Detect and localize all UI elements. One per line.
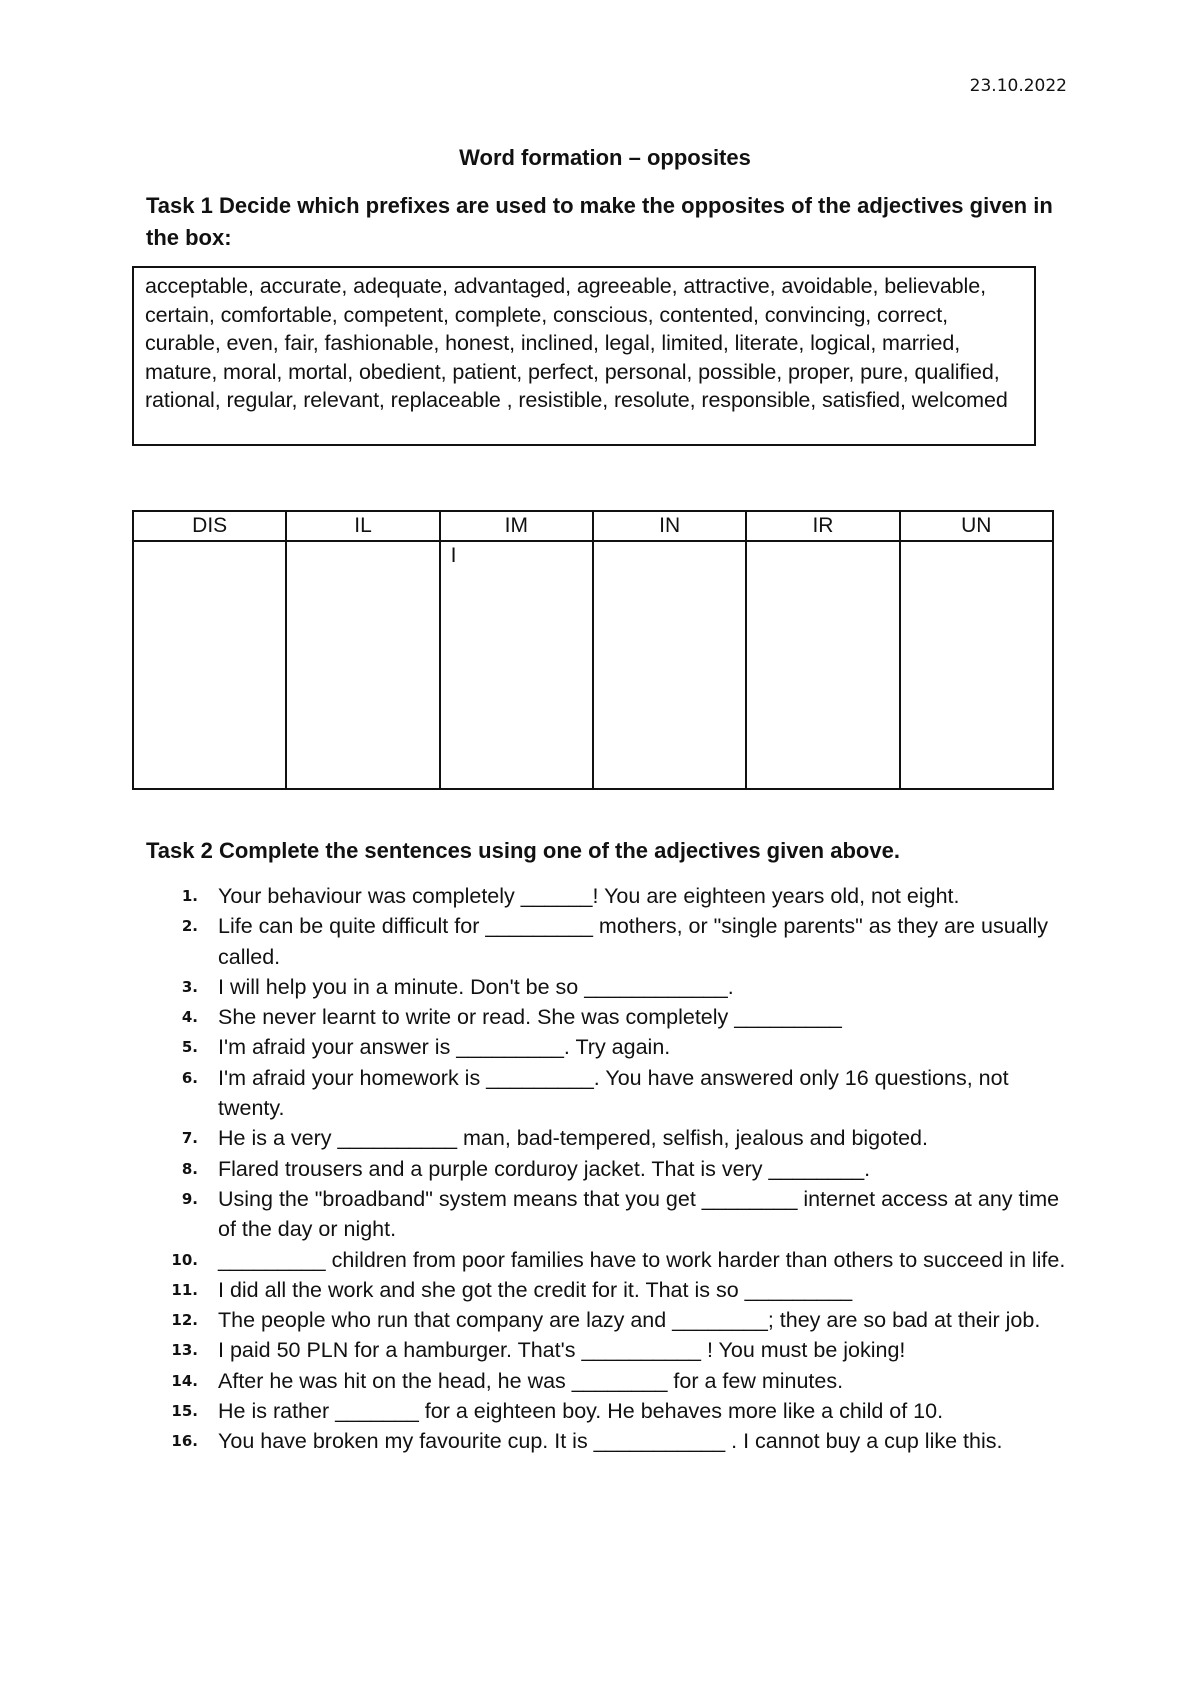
item-number: 10. [171, 1250, 198, 1269]
item-number: 9. [181, 1189, 198, 1208]
item-number: 11. [171, 1280, 198, 1299]
sentence-text: Using the "broadband" system means that you get ________ internet access at any time of the day or night. [218, 1186, 1060, 1242]
item-number: 8. [181, 1159, 198, 1178]
list-item [160, 1275, 1080, 1305]
document-date: 23.10.2022 [969, 76, 1067, 96]
list-item [160, 1063, 1080, 1124]
prefix-header-in: IN [593, 511, 746, 541]
item-number: 16. [171, 1432, 198, 1451]
list-item [160, 1366, 1080, 1396]
prefix-header-dis: DIS [133, 511, 286, 541]
sentence-text: I did all the work and she got the credit for it. That is so _________ [218, 1277, 853, 1302]
text-cursor-mark: I [450, 544, 457, 567]
item-number: 6. [181, 1068, 198, 1087]
prefix-cell-il[interactable] [286, 541, 439, 789]
sentence-text: The people who run that company are lazy and ________; they are so bad at their job. [218, 1308, 1041, 1333]
list-item [160, 972, 1080, 1002]
item-number: 5. [181, 1038, 198, 1057]
list-item [160, 1184, 1080, 1245]
item-number: 3. [181, 977, 198, 996]
list-item [160, 1245, 1080, 1275]
item-number: 1. [181, 887, 198, 905]
item-number: 12. [171, 1311, 198, 1330]
prefix-header-im: IM [440, 511, 593, 541]
sentence-text: I'm afraid your answer is _________. Try again. [218, 1035, 671, 1060]
task1-instruction: Task 1 Decide which prefixes are used to make the opposites of the adjectives given in the box: [146, 193, 1053, 250]
prefix-cell-un[interactable] [900, 541, 1053, 789]
sentence-list [160, 881, 1080, 1457]
item-number: 15. [171, 1402, 198, 1421]
list-item [160, 1335, 1080, 1365]
prefix-header-ir: IR [746, 511, 899, 541]
item-number: 13. [171, 1341, 198, 1360]
list-item [160, 1032, 1080, 1062]
item-number: 2. [181, 917, 198, 936]
list-item [160, 1305, 1080, 1335]
adjective-word-box: acceptable, accurate, adequate, advantaged, agreeable, attractive, avoidable, believable, certain, comfortable, competent, complete, conscious, contented, convincing, correct, curable, even, fair, fashionable, honest, inclined, legal, limited, literate, logical, married, mature, moral, mortal, obedient, patient, perfect, personal, possible, proper, pure, qualified, rational, regular, relevant, replaceable , resistible, resolute, responsible, satisfied, welcomed [132, 266, 1036, 446]
item-number: 14. [171, 1371, 198, 1390]
item-number: 4. [181, 1008, 198, 1027]
prefix-header-il: IL [286, 511, 439, 541]
task2-instruction: Task 2 Complete the sentences using one of the adjectives given above. [146, 838, 900, 863]
sentence-text: I'm afraid your homework is _________. You have answered only 16 questions, not twenty. [218, 1065, 1009, 1121]
prefix-answer-row [133, 541, 1053, 789]
prefix-header-un: UN [900, 511, 1053, 541]
prefix-cell-dis[interactable] [133, 541, 286, 789]
sentence-text: I paid 50 PLN for a hamburger. That's __________ ! You must be joking! [218, 1338, 906, 1363]
page-title: Word formation – opposites [459, 145, 751, 170]
prefix-cell-im[interactable] [440, 541, 593, 789]
item-number: 7. [181, 1129, 198, 1148]
sentence-text: Your behaviour was completely ______! You are eighteen years old, not eight. [218, 884, 960, 908]
sentence-text: I will help you in a minute. Don't be so ____________. [218, 974, 734, 999]
sentence-text: Flared trousers and a purple corduroy jacket. That is very ________. [218, 1156, 871, 1181]
list-item [160, 1123, 1080, 1153]
prefix-cell-ir[interactable] [746, 541, 899, 789]
sentence-text: After he was hit on the head, he was ________ for a few minutes. [218, 1368, 844, 1393]
list-item [160, 1154, 1080, 1184]
sentence-text: He is rather _______ for a eighteen boy. He behaves more like a child of 10. [218, 1399, 944, 1424]
prefix-cell-in[interactable] [593, 541, 746, 789]
sentence-text: She never learnt to write or read. She was completely _________ [218, 1005, 842, 1030]
prefix-table [132, 510, 1054, 790]
list-item [160, 1396, 1080, 1426]
sentence-text: You have broken my favourite cup. It is ___________ . I cannot buy a cup like this. [218, 1429, 1003, 1454]
list-item [160, 1426, 1080, 1456]
sentence-text: He is a very __________ man, bad-tempered, selfish, jealous and bigoted. [218, 1126, 928, 1151]
sentence-text: Life can be quite difficult for _________ mothers, or "single parents" as they are usually called. [218, 914, 1048, 969]
prefix-header-row [133, 511, 1053, 541]
list-item [160, 911, 1080, 972]
list-item [160, 1002, 1080, 1032]
sentence-text: _________ children from poor families have to work harder than others to succeed in life. [218, 1247, 1066, 1272]
list-item [160, 881, 1080, 911]
